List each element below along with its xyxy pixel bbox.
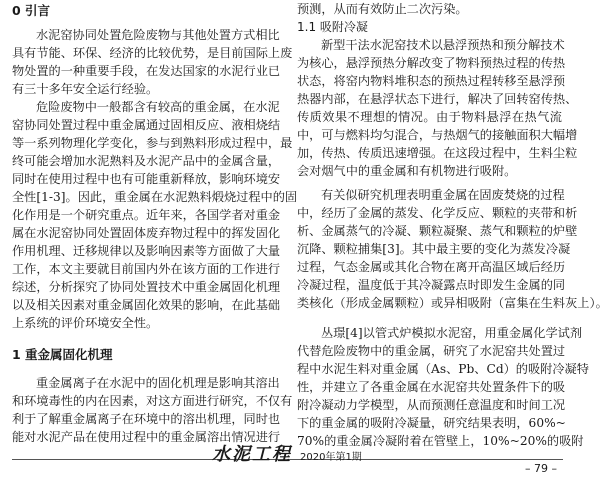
right-column	[297, 0, 608, 450]
text-line: 窑协同处置过程中重金属通过固相反应、液相烧结	[12, 118, 281, 132]
text-line: 附冷凝动力学模型，从而预测任意温度和时间工况	[297, 398, 566, 412]
text-line: 具有节能、环保、经济的比较优势，是目前国际上废	[12, 46, 293, 60]
journal-issue: 2020年第1期	[300, 452, 362, 463]
text-line: 下的重金属的吸附冷凝量，研究结果表明，60%~	[297, 416, 566, 430]
left-column	[12, 0, 298, 446]
text-line: 中，可与燃料均匀混合，与热烟气的接触面积大幅增	[297, 128, 578, 142]
text-line: 危险废物中一般都含有较高的重金属，在水泥	[36, 100, 280, 114]
text-line: 有三十多年安全运行经验。	[12, 82, 159, 96]
text-line: 预测，从而有效防止二次污染。	[297, 2, 468, 16]
text-line: 丛璟[4]以管式炉模拟水泥窑，用重金属化学试剂	[321, 326, 583, 340]
text-line: 传质效果不理想的情况。由于物料悬浮在热气流	[297, 110, 562, 124]
journal-name: 水泥工程	[212, 444, 292, 465]
text-line: 全性[1-3]。因此，重金属在水泥熟料煅烧过程中的固	[12, 190, 298, 204]
text-line: 热器内部，在悬浮状态下进行，解决了回转窑传热、	[297, 92, 578, 106]
text-line: 会对烟气中的重金属和有机物进行吸附。	[297, 164, 517, 178]
text-line: 加，传热、传质迅速增强。在这段过程中，生料尘粒	[297, 146, 578, 160]
subsection-paragraph-2	[297, 186, 608, 312]
journal-masthead	[212, 440, 362, 466]
text-line: 性，并建立了各重金属在水泥窑共处置条件下的吸	[297, 380, 566, 394]
text-line: 有关似研究机理表明重金属在固废焚烧的过程	[321, 188, 565, 202]
text-line: 上系统的评价环境安全性。	[12, 316, 159, 330]
text-line: 综述，分析探究了协同处置技术中重金属固化机理	[12, 280, 281, 294]
text-line: 程中水泥生料对重金属（As、Pb、Cd）的吸附冷凝特	[297, 362, 589, 376]
text-line: 水泥窑协同处置危险废物与其他处置方式相比	[36, 28, 280, 42]
text-line: 状态，将窑内物料堆积态的预热过程转移至悬浮预	[297, 74, 566, 88]
intro-paragraph-2	[12, 98, 298, 332]
page-number: – 79 –	[525, 462, 557, 475]
text-line: 中，经历了金属的蒸发、化学反应、颗粒的夹带和析	[297, 206, 578, 220]
text-line: 为核心，悬浮预热分解改变了物料预热过程的传热	[297, 56, 566, 70]
text-line: 属在水泥窑协同处置固体废弃物过程中的挥发固化	[12, 226, 281, 240]
text-line: 70%的重金属冷凝附着在管壁上，10%~20%的吸附	[297, 434, 584, 448]
text-line: 化作用是一个研究重点。近年来，各国学者对重金	[12, 208, 281, 222]
text-line: 类核化（形成金属颗粒）或异相吸附（富集在生料灰上）。	[297, 296, 608, 310]
text-line: 同时在使用过程中也有可能重新释放，影响环境安	[12, 172, 281, 186]
subsection-paragraph-1	[297, 36, 578, 180]
text-line: 析、金属蒸气的冷凝、颗粒凝聚、蒸气和颗粒的炉壁	[297, 224, 578, 238]
text-line: 能对水泥产品在使用过程中的重金属溶出情况进行	[12, 430, 281, 444]
intro-paragraph-1	[12, 26, 293, 98]
section-1-paragraph	[12, 374, 293, 446]
text-line: 新型干法水泥窑技术以悬浮预热和预分解技术	[321, 38, 565, 52]
text-line: 代替危险废物中的重金属，研究了水泥窑共处置过	[297, 344, 566, 358]
intro-heading: 0 引言	[12, 3, 51, 18]
text-line: 等一系列物理化学变化，参与到熟料形成过程中，最	[12, 136, 293, 150]
text-line: 沉降、颗粒捕集[3]。其中最主要的变化为蒸发冷凝	[297, 242, 571, 256]
subsection-paragraph-3	[297, 324, 589, 450]
section-1-heading: 1 重金属固化机理	[12, 347, 113, 362]
subsection-1-1-heading: 1.1 吸附冷凝	[297, 20, 368, 34]
text-line: 重金属离子在水泥中的固化机理是影响其溶出	[36, 376, 280, 390]
text-line: 过程，气态金属或其化合物在离开高温区域后经历	[297, 260, 566, 274]
text-line: 冷凝过程，温度低于其冷凝露点时即发生金属的同	[297, 278, 566, 292]
text-line: 和环境毒性的内在因素，对这方面进行研究，不仅有	[12, 394, 293, 408]
text-line: 以及相关因素对重金属固化效果的影响，在此基础	[12, 298, 281, 312]
text-line: 工作，本文主要就目前国内外在该方面的工作进行	[12, 262, 281, 276]
text-line: 物处置的一种重要手段，在发达国家的水泥行业已	[12, 64, 281, 78]
text-line: 利于了解重金属离子在环境中的溶出机理，同时也	[12, 412, 281, 426]
text-line: 终可能会增加水泥熟料及水泥产品中的金属含量，	[12, 154, 281, 168]
text-line: 作用机理、迁移规律以及影响因素等方面做了大量	[12, 244, 281, 258]
